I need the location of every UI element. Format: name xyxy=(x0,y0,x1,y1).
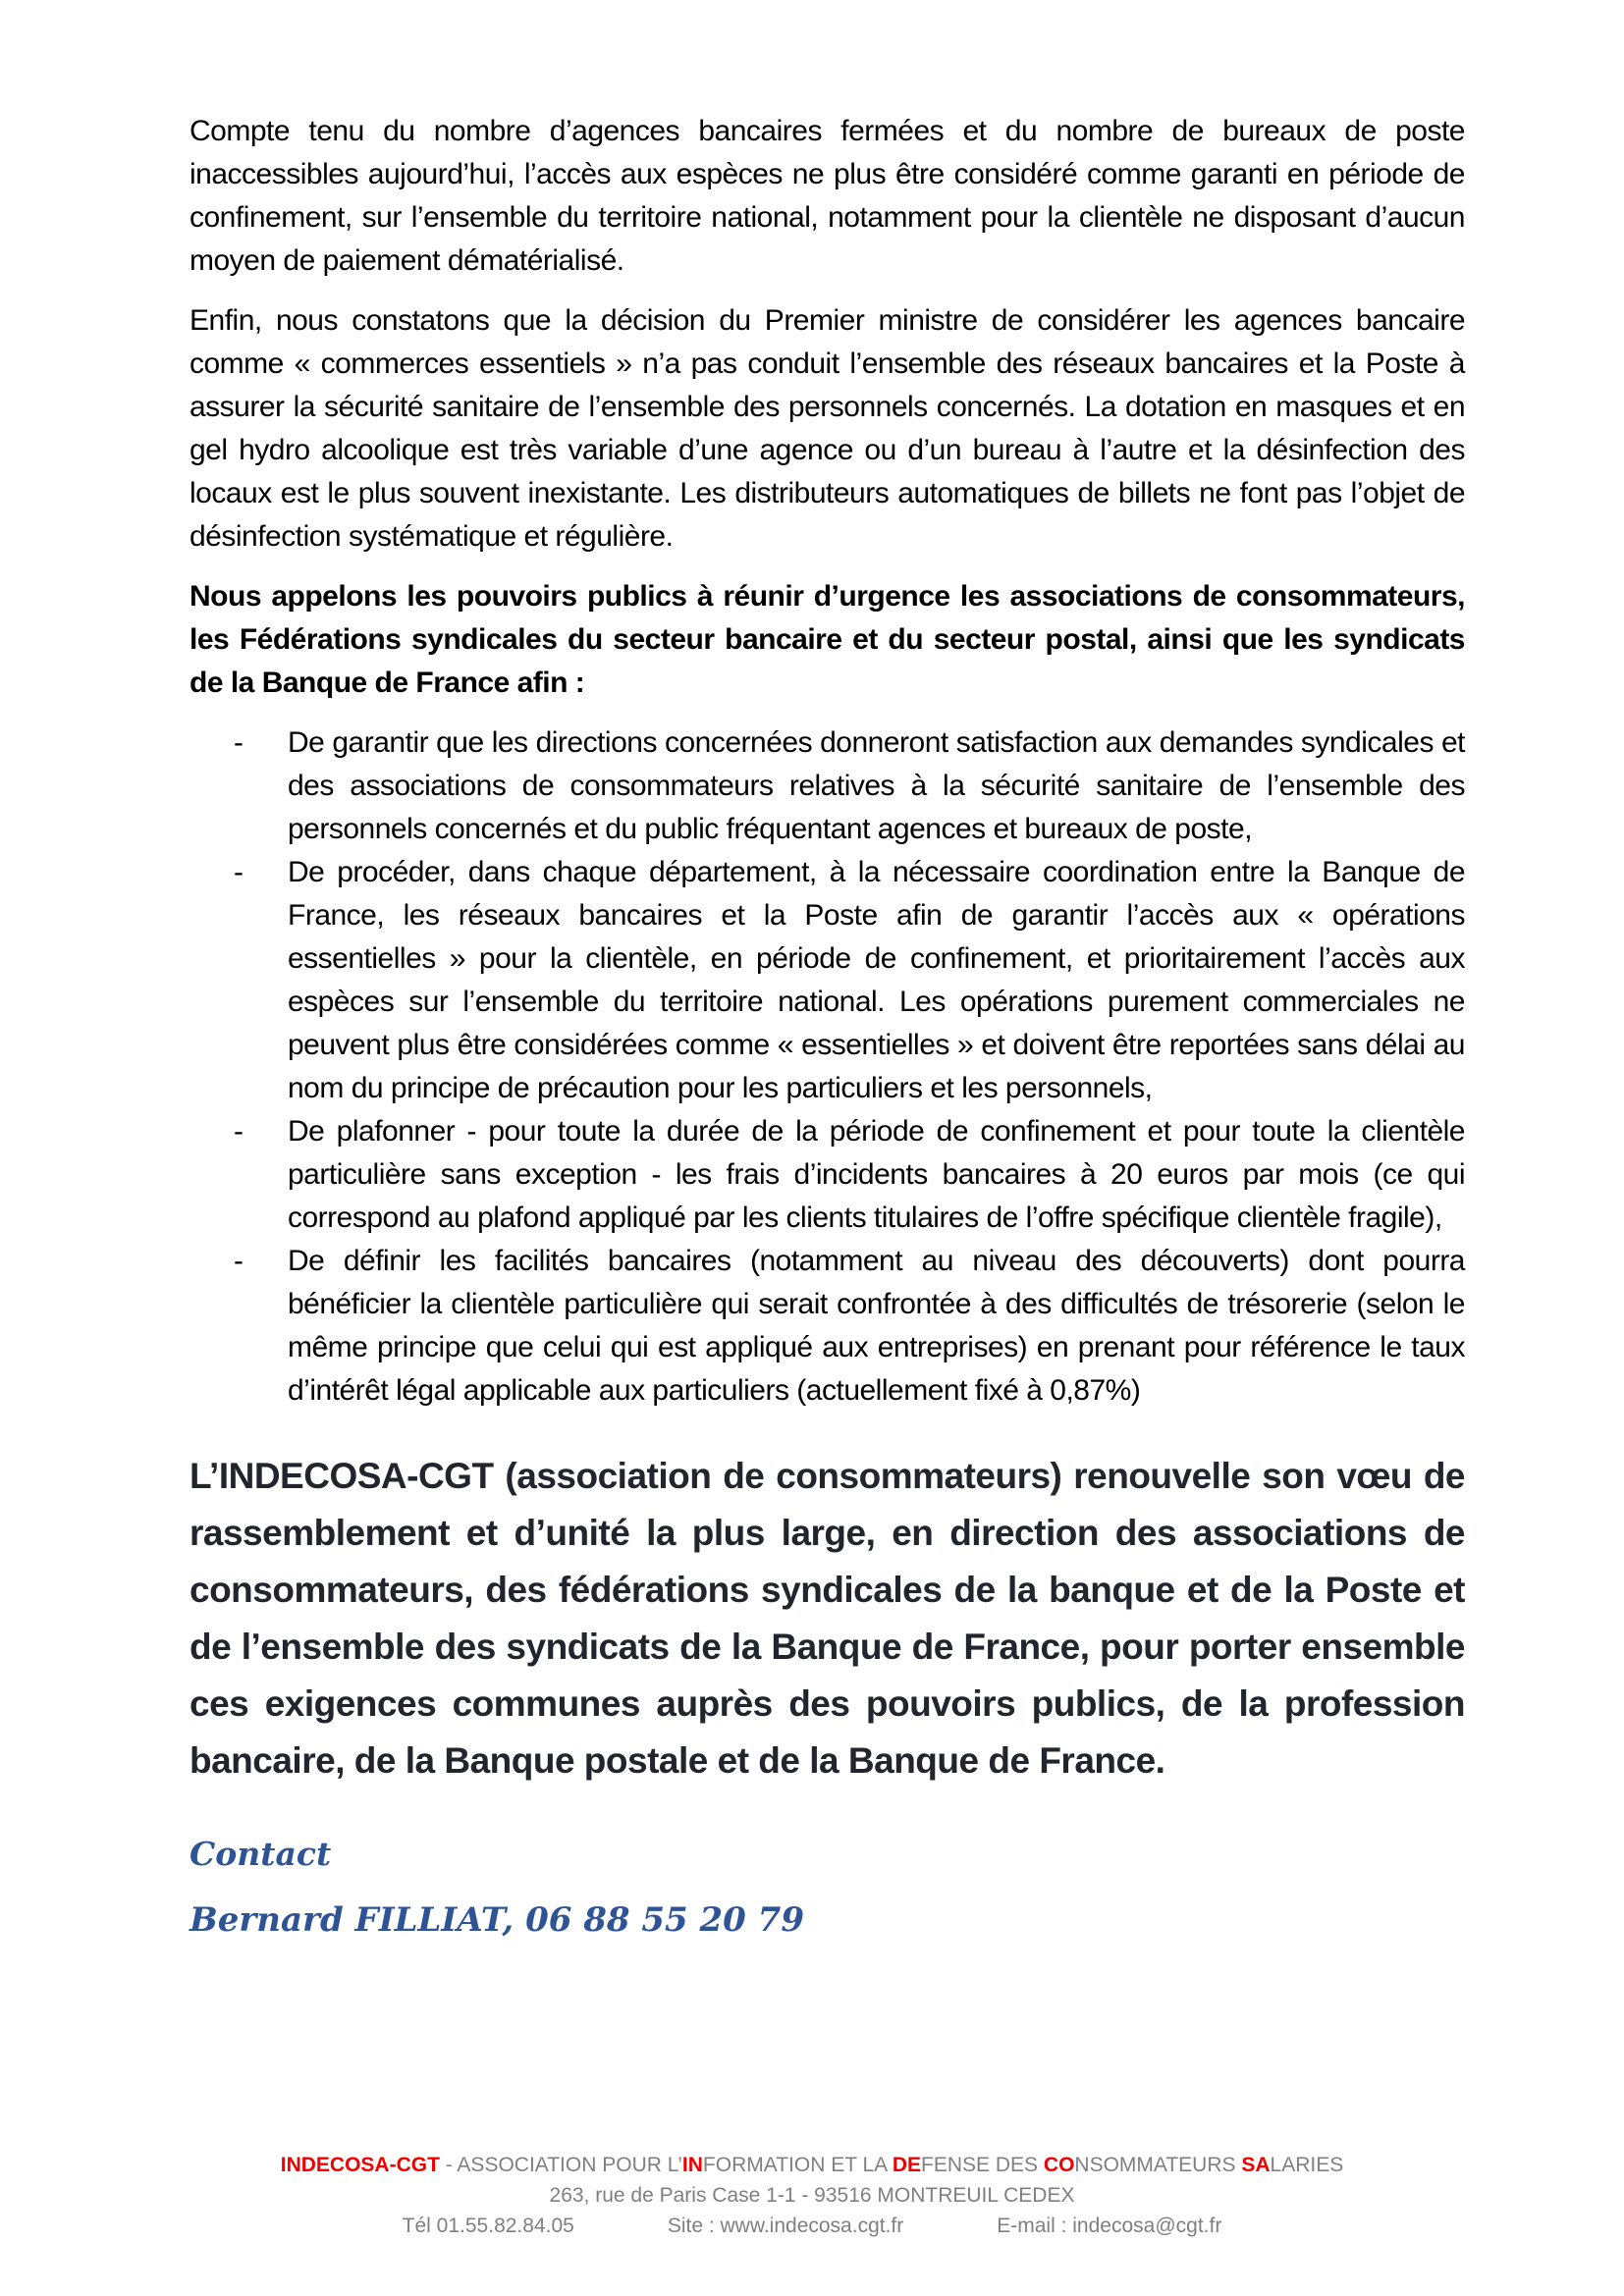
list-item xyxy=(189,721,1465,851)
dash-marker: - xyxy=(234,1115,244,1148)
contact-person: Bernard FILLIAT, 06 88 55 20 79 xyxy=(189,1900,804,1940)
paragraph-securite-sanitaire: Enfin, nous constatons que la décision du Premier ministre de considérer les agences bancaire comme « commerces essentiels » n’a pas conduit l’ensemble des réseaux bancaires et la Poste à assurer la sécurité sanitaire de l’ensemble des personnels concernés. La dotation en masques et en gel hydro alcoolique est très variable d’une agence ou d’un bureau à l’autre et la désinfection des locaux est le plus souvent inexistante. Les distributeurs automatiques de billets ne font pas l’objet de désinfection systématique et régulière. xyxy=(189,304,1465,553)
footer-email: E-mail : indecosa@cgt.fr xyxy=(997,2215,1222,2237)
footer-address: 263, rue de Paris Case 1-1 - 93516 MONTREUIL CEDEX xyxy=(549,2184,1075,2207)
page-footer xyxy=(0,2150,1624,2241)
footer-seg: INDECOSA-CGT xyxy=(280,2154,440,2176)
paragraph-access-especes: Compte tenu du nombre d’agences bancaires fermées et du nombre de bureaux de poste inaccessibles aujourd’hui, l’accès aux espèces ne plus être considéré comme garanti en période de confinement, sur l’ensemble du territoire national, notamment pour la clientèle ne disposant d’aucun moyen de paiement dématérialisé. xyxy=(189,115,1465,277)
list-item xyxy=(189,1240,1465,1413)
footer-seg: CO xyxy=(1043,2154,1075,2176)
footer-seg: SA xyxy=(1241,2154,1271,2176)
footer-seg: FENSE DES xyxy=(921,2154,1044,2176)
list-item-text: De garantir que les directions concernées donneront satisfaction aux demandes syndicales et des associations de consommateurs relatives à la sécurité sanitaire de l’ensemble des personnels concernés et du public fréquentant agences et bureaux de poste, xyxy=(288,726,1465,845)
list-item xyxy=(189,851,1465,1110)
footer-website: Site : www.indecosa.cgt.fr xyxy=(667,2215,904,2237)
footer-phone: Tél 01.55.82.84.05 xyxy=(402,2215,574,2237)
contact-heading: Contact xyxy=(189,1835,332,1873)
paragraph-closing-indecosa: L’INDECOSA-CGT (association de consommateurs) renouvelle son vœu de rassemblement et d’unité la plus large, en direction des associations de consommateurs, des fédérations syndicales de la banque et de la Poste et de l’ensemble des syndicats de la Banque de France, pour porter ensemble ces exigences communes auprès des pouvoirs publics, de la profession bancaire, de la Banque postale et de la Banque de France. xyxy=(189,1456,1465,1781)
demands-list xyxy=(189,721,1465,1413)
footer-association-name xyxy=(0,2150,1624,2180)
footer-seg: FORMATION ET LA xyxy=(702,2154,893,2176)
footer-seg: IN xyxy=(681,2154,703,2176)
footer-seg: LARIES xyxy=(1270,2154,1344,2176)
footer-seg: - ASSOCIATION POUR L’ xyxy=(439,2154,682,2176)
list-item-text: De procéder, dans chaque département, à la nécessaire coordination entre la Banque de France, les réseaux bancaires et la Poste afin de garantir l’accès aux « opérations essentielles » pour la clientèle, en période de confinement, et prioritairement l’accès aux espèces sur l’ensemble du territoire national. Les opérations purement commerciales ne peuvent plus être considérées comme « essentielles » et doivent être reportées sans délai au nom du principe de précaution pour les particuliers et les personnels, xyxy=(288,856,1465,1104)
paragraph-appel-pouvoirs-publics: Nous appelons les pouvoirs publics à réunir d’urgence les associations de consommateurs, les Fédérations syndicales du secteur bancaire et du secteur postal, ainsi que les syndicats de la Banque de France afin : xyxy=(189,580,1465,699)
footer-seg: DE xyxy=(892,2154,922,2176)
footer-seg: NSOMMATEURS xyxy=(1074,2154,1242,2176)
dash-marker: - xyxy=(234,726,244,759)
list-item xyxy=(189,1110,1465,1240)
footer-contacts-row xyxy=(0,2211,1624,2241)
dash-marker: - xyxy=(234,856,244,888)
dash-marker: - xyxy=(234,1245,244,1277)
list-item-text: De définir les facilités bancaires (notamment au niveau des découverts) dont pourra bénéficier la clientèle particulière qui serait confrontée à des difficultés de trésorerie (selon le même principe que celui qui est appliqué aux entreprises) en prenant pour référence le taux d’intérêt légal applicable aux particuliers (actuellement fixé à 0,87%) xyxy=(288,1245,1465,1407)
list-item-text: De plafonner - pour toute la durée de la période de confinement et pour toute la clientèle particulière sans exception - les frais d’incidents bancaires à 20 euros par mois (ce qui correspond au plafond appliqué par les clients titulaires de l’offre spécifique clientèle fragile), xyxy=(288,1115,1465,1234)
